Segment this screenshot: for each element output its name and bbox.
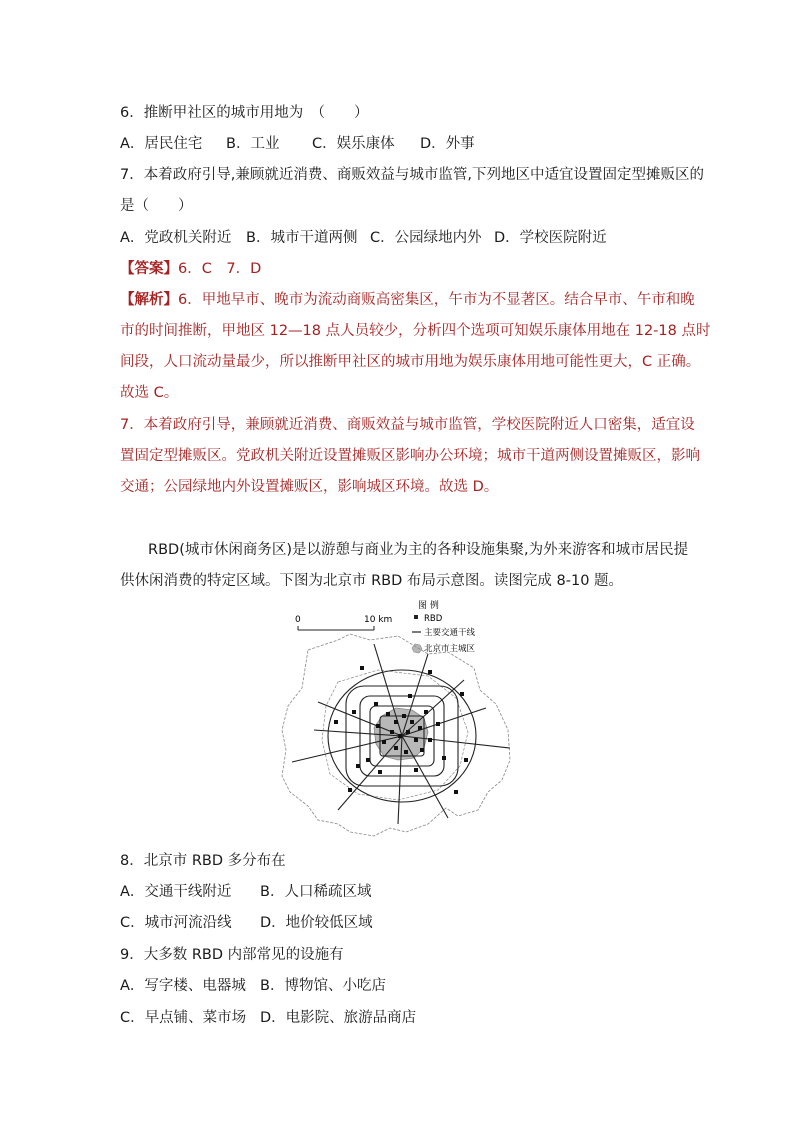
q8-options-row2 — [120, 913, 373, 933]
q6-stem: 6．推断甲社区的城市用地为 （ ） — [120, 105, 369, 121]
legend-urban-symbol — [412, 644, 422, 653]
legend-urban-label: 北京市主城区 — [424, 644, 476, 654]
analysis-p7-line1: 7．本着政府引导，兼顾就近消费、商贩效益与城市监管，学校医院附近人口密集，适宜设 — [120, 417, 695, 433]
q6-option-b: B．工业 — [226, 136, 280, 152]
rbd-point — [356, 764, 360, 768]
rbd-point — [334, 720, 338, 724]
answer-label: 【答案】 — [120, 261, 178, 277]
rbd-point — [414, 768, 418, 772]
q9-options-row1 — [120, 976, 386, 996]
rbd-point — [360, 666, 364, 670]
scale-zero-label: 0 — [295, 615, 301, 625]
legend-title: 图 例 — [418, 601, 439, 611]
q7-option-d: D．学校医院附近 — [494, 230, 607, 246]
analysis-p7-line2: 置固定型摊贩区。党政机关附近设置摊贩区影响办公环境；城市干道两侧设置摊贩区，影响 — [120, 448, 700, 464]
q9-option-b: B．博物馆、小吃店 — [260, 978, 386, 994]
rbd-point — [464, 758, 468, 762]
legend-rbd-label: RBD — [424, 614, 443, 624]
analysis-p7-line3: 交通；公园绿地内外设置摊贩区，影响城区环境。故选 D。 — [120, 479, 499, 495]
rbd-point — [402, 714, 406, 718]
map-legend — [412, 599, 476, 654]
rbd-point — [406, 730, 410, 734]
q8-options-row1 — [120, 882, 371, 902]
legend-rbd-symbol — [414, 615, 418, 619]
analysis-p6-line2: 市的时间推断，甲地区 12—18 点人员较少，分析四个选项可知娱乐康体用地在 12-18 点时 — [120, 323, 711, 339]
q7-stem-line2: 是（ ） — [120, 198, 193, 214]
q6-options — [120, 134, 475, 154]
rbd-point — [374, 702, 378, 706]
q9-option-c: C．早点铺、菜市场 — [120, 1010, 247, 1026]
q6-option-c: C．娱乐康体 — [312, 136, 395, 152]
q9-option-d: D．电影院、旅游品商店 — [260, 1010, 417, 1026]
rbd-point — [382, 740, 386, 744]
q7-option-b: B．城市干道两侧 — [246, 230, 358, 246]
q7-option-c: C．公园绿地内外 — [370, 230, 482, 246]
rbd-point — [366, 758, 370, 762]
beijing-rbd-map — [278, 601, 522, 842]
q9-stem: 9．大多数 RBD 内部常见的设施有 — [120, 947, 344, 963]
legend-road-label: 主要交通干线 — [424, 628, 476, 638]
analysis-label: 【解析】 — [120, 292, 178, 308]
q8-option-d: D．地价较低区域 — [260, 915, 373, 931]
analysis-p6-line4: 故选 C。 — [120, 385, 179, 401]
answer-line — [120, 259, 261, 279]
rbd-point — [442, 756, 446, 760]
q7-options — [120, 228, 607, 248]
rbd-point — [394, 720, 398, 724]
q9-option-a: A．写字楼、电器城 — [120, 978, 246, 994]
q6-option-a: A．居民住宅 — [120, 136, 203, 152]
intro-line2: 供休闲消费的特定区域。下图为北京市 RBD 布局示意图。读图完成 8-10 题。 — [120, 573, 624, 589]
analysis-p6-text1: 6．甲地早市、晚市为流动商贩高密集区，午市为不显著区。结合早市、午市和晚 — [178, 292, 695, 308]
scale-end-label: 10 km — [364, 615, 393, 625]
rbd-point — [404, 750, 408, 754]
q8-option-c: C．城市河流沿线 — [120, 915, 232, 931]
q8-option-a: A．交通干线附近 — [120, 884, 232, 900]
rbd-point — [378, 770, 382, 774]
rbd-point — [398, 734, 402, 738]
rbd-point — [376, 724, 380, 728]
rbd-point — [352, 710, 356, 714]
rbd-point — [418, 726, 422, 730]
rbd-point — [410, 720, 414, 724]
rbd-point — [454, 790, 458, 794]
rbd-point — [414, 738, 418, 742]
q9-options-row2 — [120, 1008, 416, 1028]
rbd-point — [348, 788, 352, 792]
analysis-p6-line1 — [120, 290, 695, 310]
rbd-point — [460, 692, 464, 696]
analysis-p6-line3: 间段，人口流动量最少，所以推断甲社区的城市用地为娱乐康体用地可能性更大，C 正确。 — [120, 354, 701, 370]
q7-option-a: A．党政机关附近 — [120, 230, 232, 246]
rbd-point — [390, 730, 394, 734]
rbd-point — [420, 748, 424, 752]
rbd-point — [408, 694, 412, 698]
answer-text: 6．C 7．D — [178, 261, 262, 277]
rbd-point — [386, 712, 390, 716]
q8-option-b: B．人口稀疏区域 — [260, 884, 372, 900]
rbd-point — [428, 738, 432, 742]
q7-stem-line1: 7．本着政府引导,兼顾就近消费、商贩效益与城市监管,下列地区中适宜设置固定型摊贩区的 — [120, 167, 704, 183]
q8-stem: 8．北京市 RBD 多分布在 — [120, 853, 286, 869]
rbd-point — [424, 710, 428, 714]
rbd-point — [394, 746, 398, 750]
rbd-point — [436, 722, 440, 726]
rbd-point — [428, 670, 432, 674]
q6-option-d: D．外事 — [420, 136, 475, 152]
scale-bar — [295, 615, 392, 630]
intro-line1: RBD(城市休闲商务区)是以游憩与商业为主的各种设施集聚,为外来游客和城市居民提 — [148, 542, 689, 558]
